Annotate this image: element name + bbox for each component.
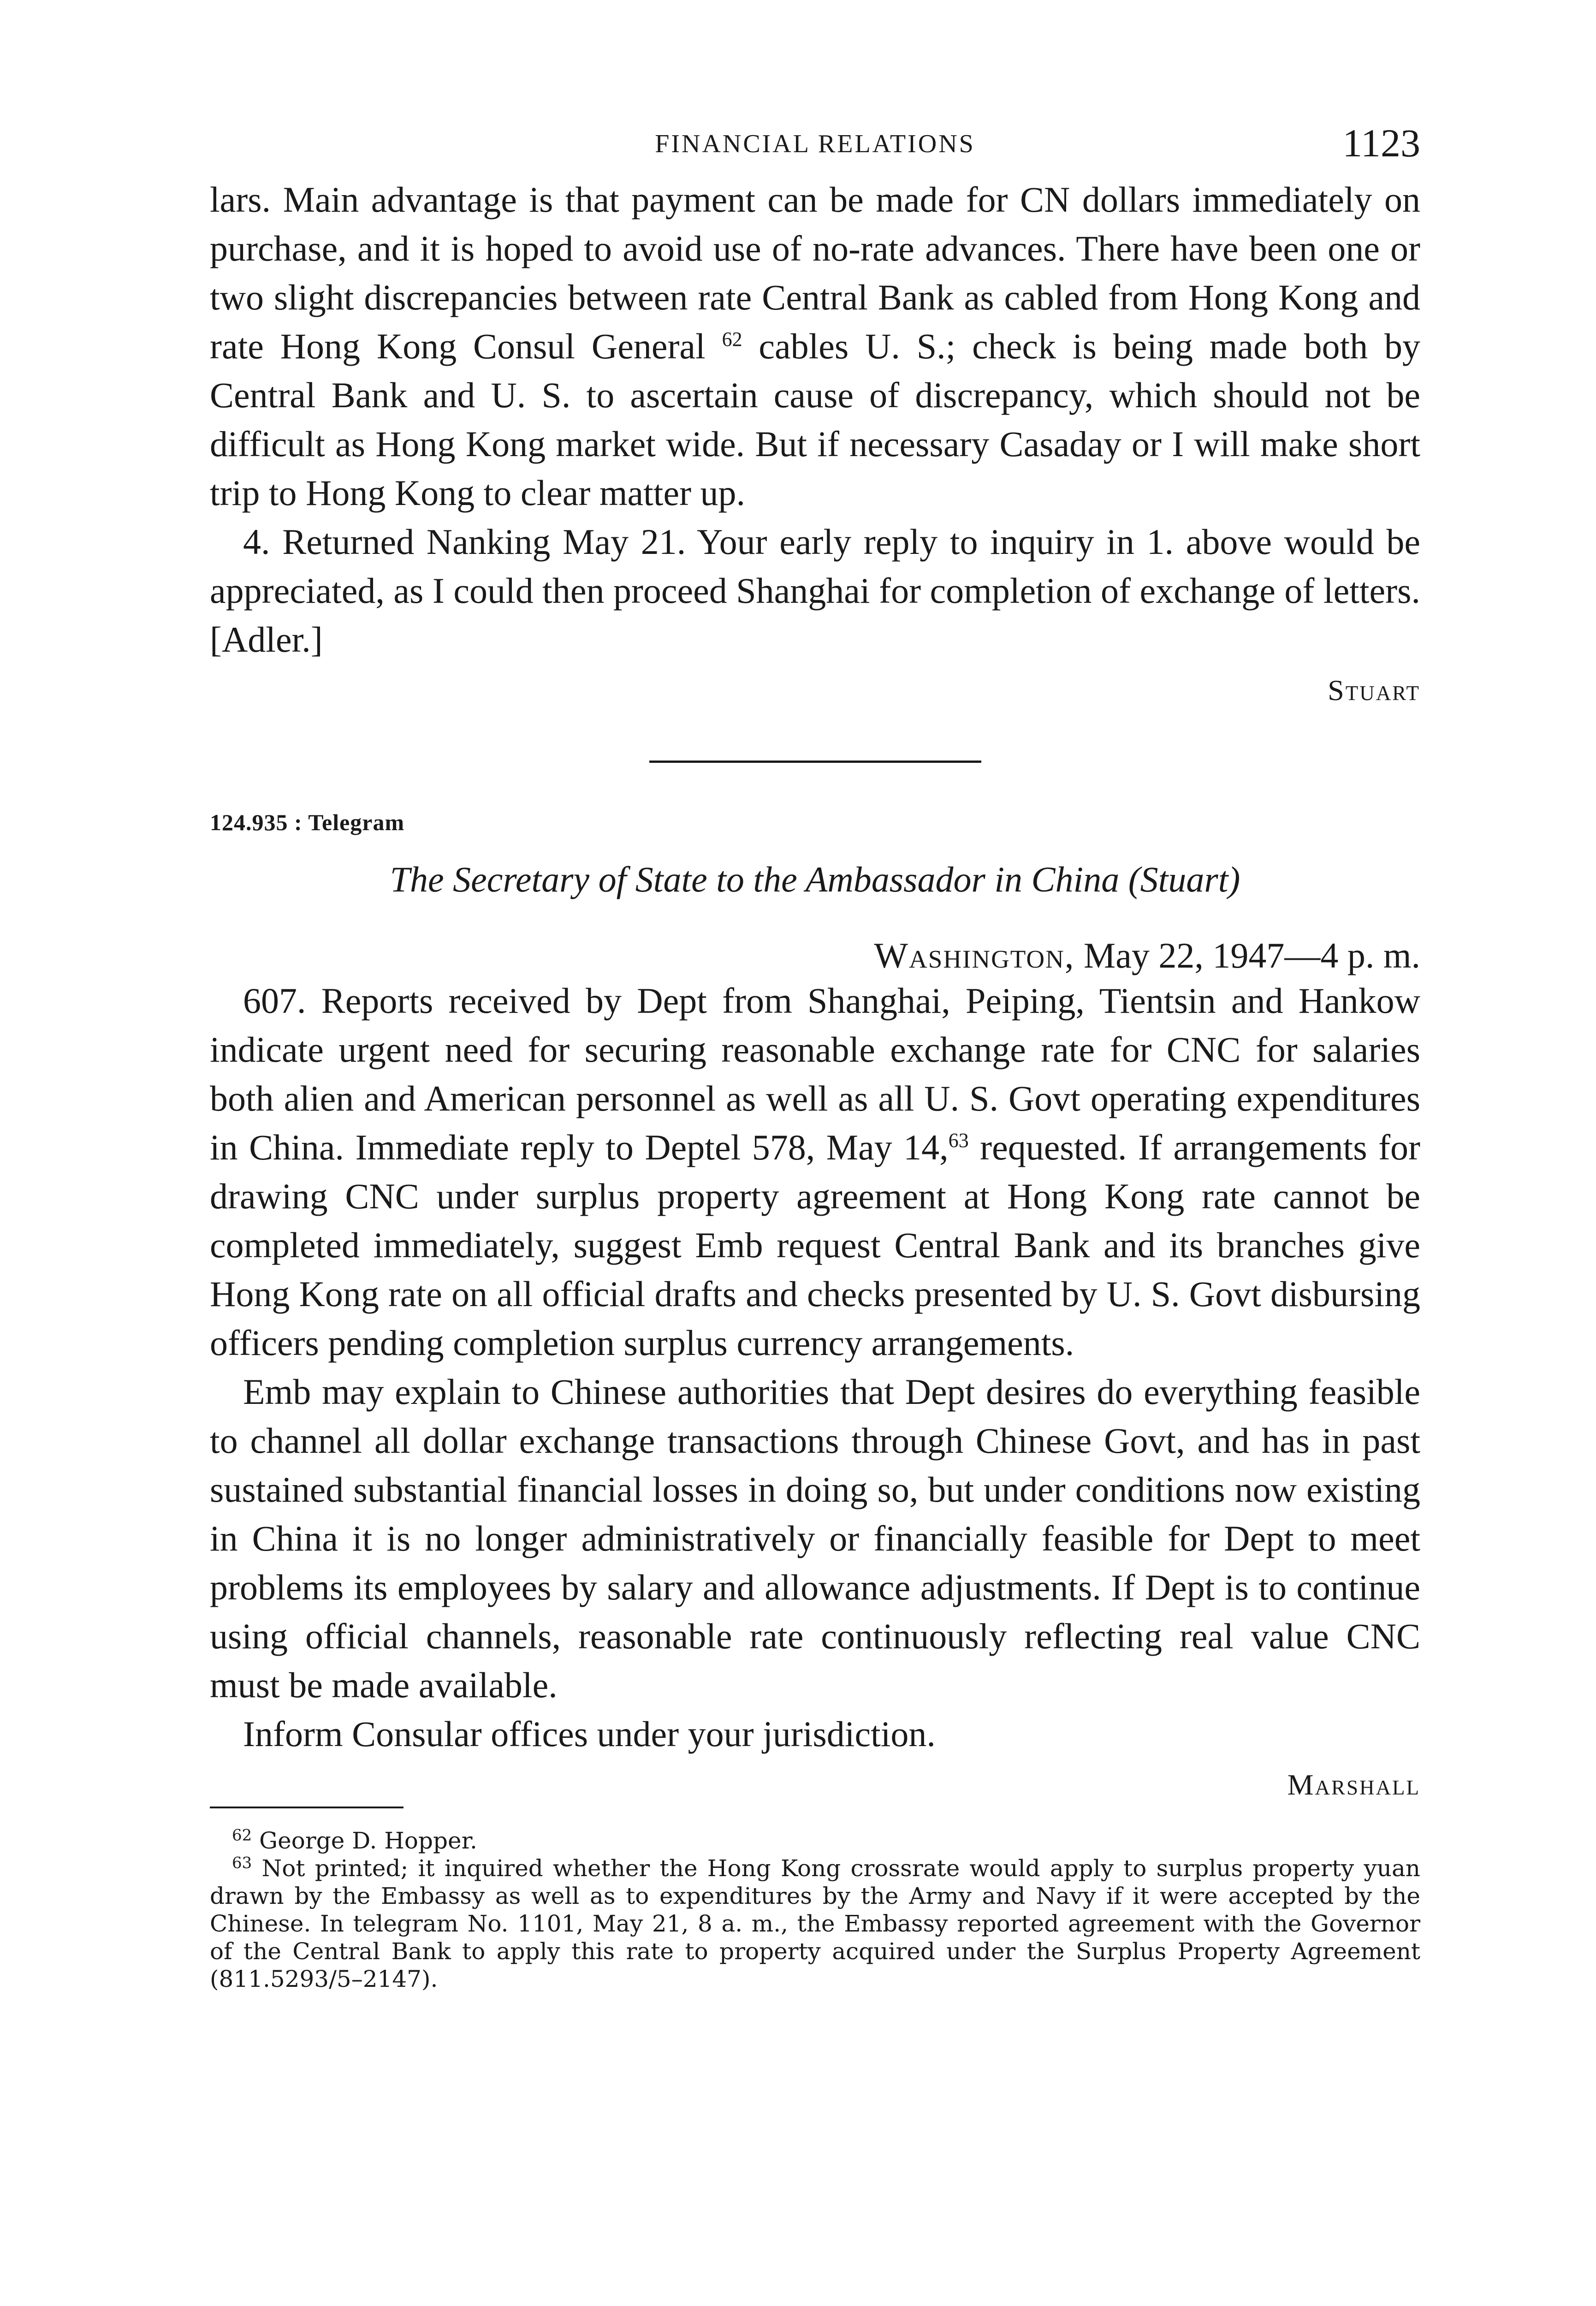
dateline-place: Washington, [874, 935, 1075, 975]
footnote-text: George D. Hopper. [259, 1827, 477, 1854]
continued-paragraph [210, 175, 1420, 517]
signature-stuart: Stuart [1328, 674, 1420, 707]
telegram-paragraph-3: Inform Consular offices under your jurisdiction. [243, 1714, 936, 1754]
telegram-paragraph-1-text: 607. Reports received by Dept from Shanghai, Peiping, Tientsin and Hankow indicate urgent need for securing reasonable exchange rate for CNC for salaries both alien and American personnel as well as all U. S. Govt operating expenditures in China. Immediate reply to Deptel 578, May 14, [210, 981, 1420, 1167]
running-head [210, 120, 1420, 175]
footnote-62 [210, 1827, 1420, 1854]
paragraph-returned-nanking: 4. Returned Nanking May 21. Your early reply to inquiry in 1. above would be appreciated, as I could then proceed Shanghai for completion of exchange of letters. [Adler.] [210, 522, 1420, 660]
telegram-paragraph-1 [210, 976, 1420, 1367]
footnote-reference-63: 63 [948, 1129, 969, 1152]
running-head-title: FINANCIAL RELATIONS [655, 130, 975, 158]
section-divider [649, 761, 981, 763]
footnote-63 [210, 1854, 1420, 1993]
document-heading: The Secretary of State to the Ambassador in China (Stuart) [390, 859, 1240, 899]
footnote-number: 63 [232, 1854, 252, 1872]
footnote-number: 62 [232, 1826, 252, 1845]
dateline [210, 935, 1420, 976]
dateline-date: May 22, 1947—4 p. m. [1083, 935, 1420, 975]
document-page [210, 120, 1420, 1993]
page-number: 1123 [1342, 121, 1420, 165]
signature-marshall: Marshall [1287, 1768, 1420, 1801]
file-reference: 124.935 : Telegram [210, 809, 405, 835]
telegram-paragraph-1-text-2: requested. If arrangements for drawing CNC under surplus property agreement at Hong Kong rate cannot be completed immediately, suggest Emb request Central Bank and its branches give Hong Kong rate on all official drafts and checks presented by U. S. Govt disbursing officers pending completion surplus currency arrangements. [210, 1127, 1421, 1363]
footnote-divider [210, 1807, 403, 1808]
telegram-paragraph-2: Emb may explain to Chinese authorities that Dept desires do everything feasible to channel all dollar exchange transactions through Chinese Govt, and has in past sustained substantial financial losses in doing so, but under conditions now existing in China it is no longer administratively or financially feasible for Dept to meet problems its employees by salary and allowance adjustments. If Dept is to continue using official channels, reasonable rate continuously reflecting real value CNC must be made available. [210, 1372, 1420, 1705]
footnote-text: Not printed; it inquired whether the Hong Kong crossrate would apply to surplus property yuan drawn by the Embassy as well as to expenditures by the Army and Navy if it were accepted by the Chinese. In telegram No. 1101, May 21, 8 a. m., the Embassy reported agreement with the Governor of the Central Bank to apply this rate to property acquired under the Surplus Property Agreement (811.5293/5–2147). [210, 1855, 1420, 1992]
continued-paragraph-text: lars. Main advantage is that payment can be made for CN dollars immediately on purchase, and it is hoped to avoid use of no-rate advances. There have been one or two slight discrepancies between rate Central Bank as cabled from Hong Kong and rate Hong Kong Consul General [210, 179, 1420, 366]
footnote-reference-62: 62 [722, 328, 742, 351]
continued-paragraph-text-2: cables U. S.; check is being made both by Central Bank and U. S. to ascertain cause of discrepancy, which should not be difficult as Hong Kong market wide. But if necessary Casaday or I will make short trip to Hong Kong to clear matter up. [210, 326, 1421, 513]
